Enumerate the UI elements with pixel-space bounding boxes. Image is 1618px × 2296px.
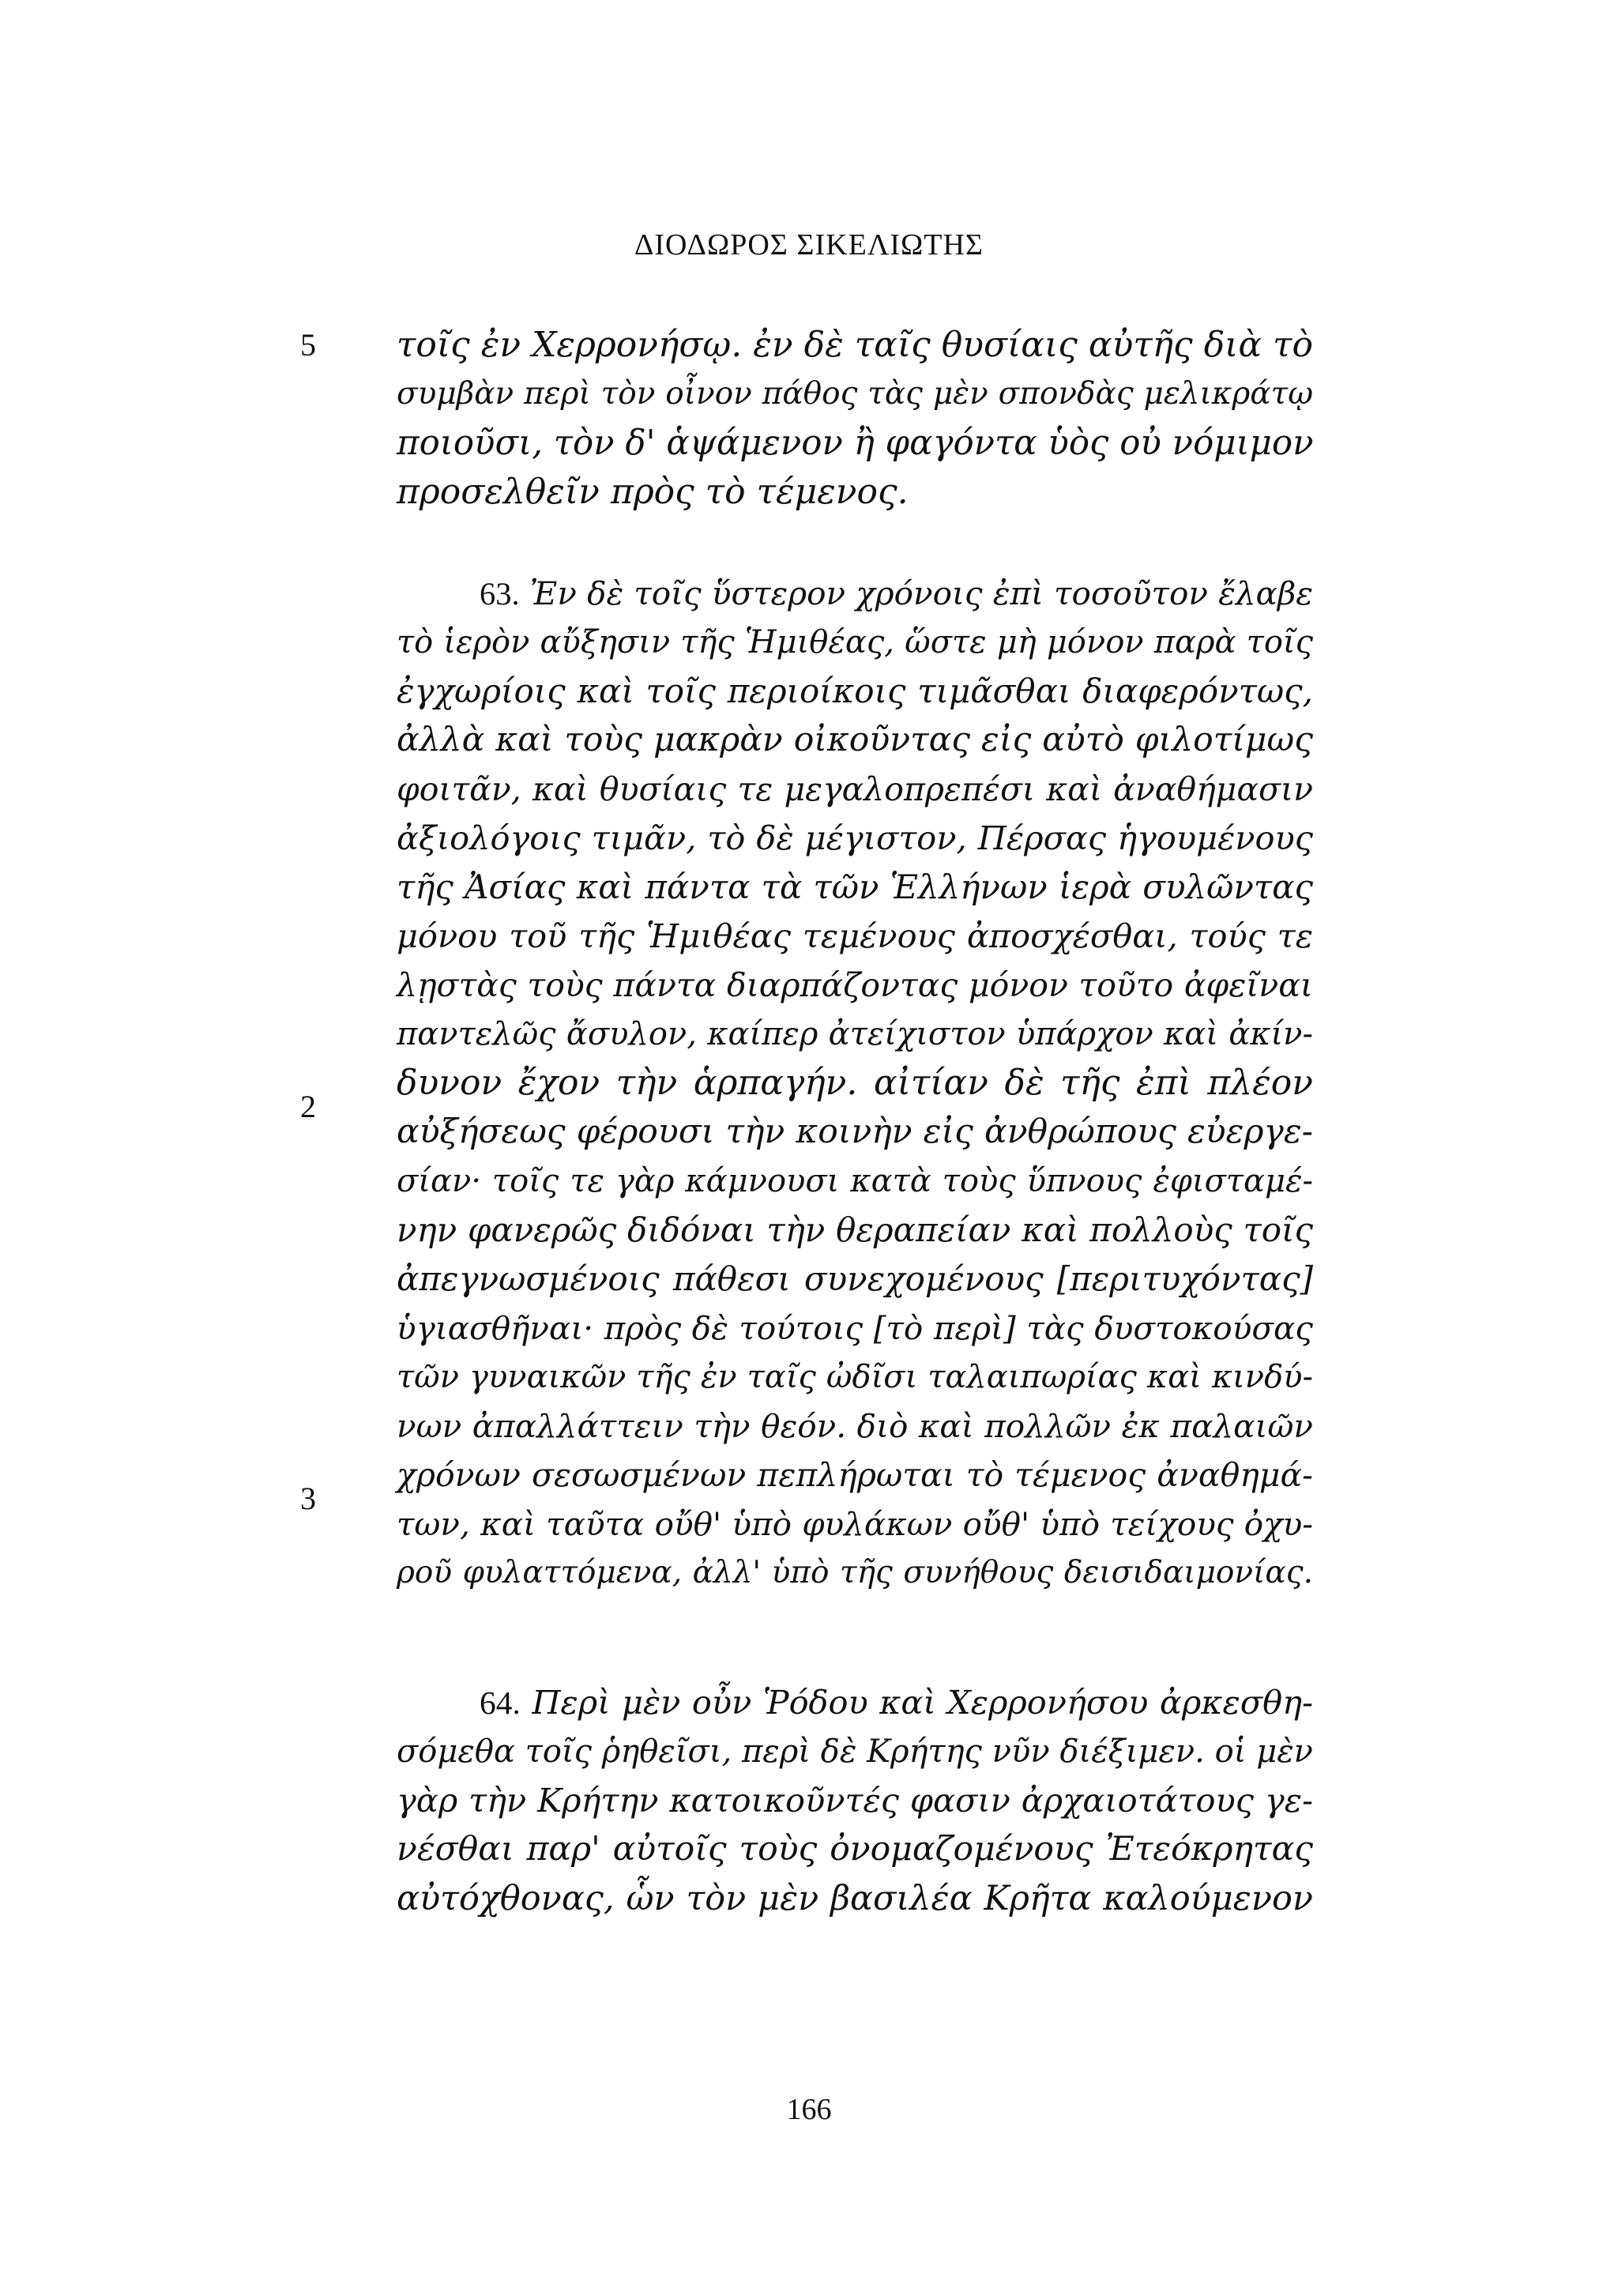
text-line: μόνου τοῦ τῆς Ἡμιθέας τεμένους ἀποσχέσθαι, τούς τε: [397, 917, 1313, 955]
text-line: συμβὰν περὶ τὸν οἶνον πάθος τὰς μὲν σπονδὰς μελικράτῳ: [397, 376, 1313, 412]
text-line: ὑγιασθῆναι· πρὸς δὲ τούτοις [τὸ περὶ] τὰς δυστοκούσας: [397, 1309, 1313, 1347]
text-line: αὐξήσεως φέρουσι τὴν κοινὴν εἰς ἀνθρώπους εὐεργε-: [397, 1112, 1313, 1151]
text-line: τοῖς ἐν Χερρονήσῳ. ἐν δὲ ταῖς θυσίαις αὐτῆς διὰ τὸ: [397, 325, 1313, 365]
text-line: σόμεθα τοῖς ῥηθεῖσι, περὶ δὲ Κρήτης νῦν διέξιμεν. οἱ μὲν: [397, 1733, 1313, 1770]
text-line-content: Ἐν δὲ τοῖς ὕστερον χρόνοις ἐπὶ τοσοῦτον ἔλαβε: [529, 574, 1313, 612]
text-line: ροῦ φυλαττόμενα, ἀλλ' ὑπὸ τῆς συνήθους δεισιδαιμονίας.: [397, 1555, 1313, 1590]
text-line: νην φανερῶς διδόναι τὴν θεραπείαν καὶ πολλοὺς τοῖς: [397, 1210, 1313, 1249]
text-line-content: Περὶ μὲν οὖν Ῥόδου καὶ Χερρονήσου ἀρκεσθη-: [532, 1683, 1313, 1722]
chapter-64: [397, 1678, 1313, 1923]
paragraph-continuation: [397, 321, 1313, 517]
running-head: ΔΙΟΔΩΡΟΣ ΣΙΚΕΛΙΩΤΗΣ: [634, 228, 984, 262]
text-line: τῶν γυναικῶν τῆς ἐν ταῖς ὠδῖσι ταλαιπωρίας καὶ κινδύ-: [397, 1359, 1313, 1395]
page-number: 166: [786, 2093, 832, 2126]
text-line: νέσθαι παρ' αὐτοῖς τοὺς ὀνομαζομένους Ἐτεόκρητας: [397, 1830, 1313, 1869]
text-line: προσελθεῖν πρὸς τὸ τέμενος.: [397, 472, 909, 512]
text-line: χρόνων σεσωσμένων πεπλήρωται τὸ τέμενος ἀναθημά-: [397, 1456, 1313, 1494]
margin-section-number: 3: [300, 1481, 316, 1516]
text-line: παντελῶς ἄσυλον, καίπερ ἀτείχιστον ὑπάρχον καὶ ἀκίν-: [397, 1016, 1313, 1052]
text-line: γὰρ τὴν Κρήτην κατοικοῦντές φασιν ἀρχαιοτάτους γε-: [397, 1781, 1313, 1820]
margin-section-number: 2: [300, 1089, 316, 1124]
text-line: δυνον ἔχον τὴν ἁρπαγήν. αἰτίαν δὲ τῆς ἐπὶ πλέον: [397, 1063, 1313, 1103]
text-line: σίαν· τοῖς τε γὰρ κάμνουσι κατὰ τοὺς ὕπνους ἐφισταμέ-: [397, 1163, 1313, 1199]
text-line: νων ἀπαλλάττειν τὴν θεόν. διὸ καὶ πολλῶν ἐκ παλαιῶν: [397, 1407, 1313, 1445]
text-line: ἀξιολόγοις τιμᾶν, τὸ δὲ μέγιστον, Πέρσας ἡγουμένους: [397, 819, 1313, 857]
text-line: λῃστὰς τοὺς πάντα διαρπάζοντας μόνον τοῦτο ἀφεῖναι: [397, 966, 1313, 1004]
chapter-63: [397, 569, 1313, 1598]
chapter-number: 64.: [480, 1684, 521, 1721]
text-line: φοιτᾶν, καὶ θυσίαις τε μεγαλοπρεπέσι καὶ ἀναθήμασιν: [397, 770, 1313, 808]
text-line-first: [397, 1678, 1313, 1727]
text-line-first: [397, 569, 1313, 618]
chapter-number: 63.: [480, 576, 520, 612]
text-line: ἀλλὰ καὶ τοὺς μακρὰν οἰκοῦντας εἰς αὐτὸ φιλοτίμως: [397, 721, 1313, 759]
text-line: τῆς Ἀσίας καὶ πάντα τὰ τῶν Ἑλλήνων ἱερὰ συλῶντας: [397, 868, 1313, 906]
text-line: ποιοῦσι, τὸν δ' ἁψάμενον ἢ φαγόντα ὑὸς οὐ νόμιμον: [397, 423, 1314, 463]
text-line: ἀπεγνωσμένοις πάθεσι συνεχομένους [περιτυχόντας]: [397, 1259, 1313, 1298]
margin-section-number: 5: [300, 327, 316, 363]
text-line: τὸ ἱερὸν αὔξησιν τῆς Ἡμιθέας, ὥστε μὴ μόνον παρὰ τοῖς: [397, 624, 1313, 661]
text-line: των, καὶ ταῦτα οὔθ' ὑπὸ φυλάκων οὔθ' ὑπὸ τείχους ὀχυ-: [397, 1505, 1313, 1543]
text-line: αὐτόχθονας, ὧν τὸν μὲν βασιλέα Κρῆτα καλούμενον: [397, 1879, 1313, 1918]
text-line: ἐγχωρίοις καὶ τοῖς περιοίκοις τιμᾶσθαι διαφερόντως,: [397, 672, 1313, 710]
